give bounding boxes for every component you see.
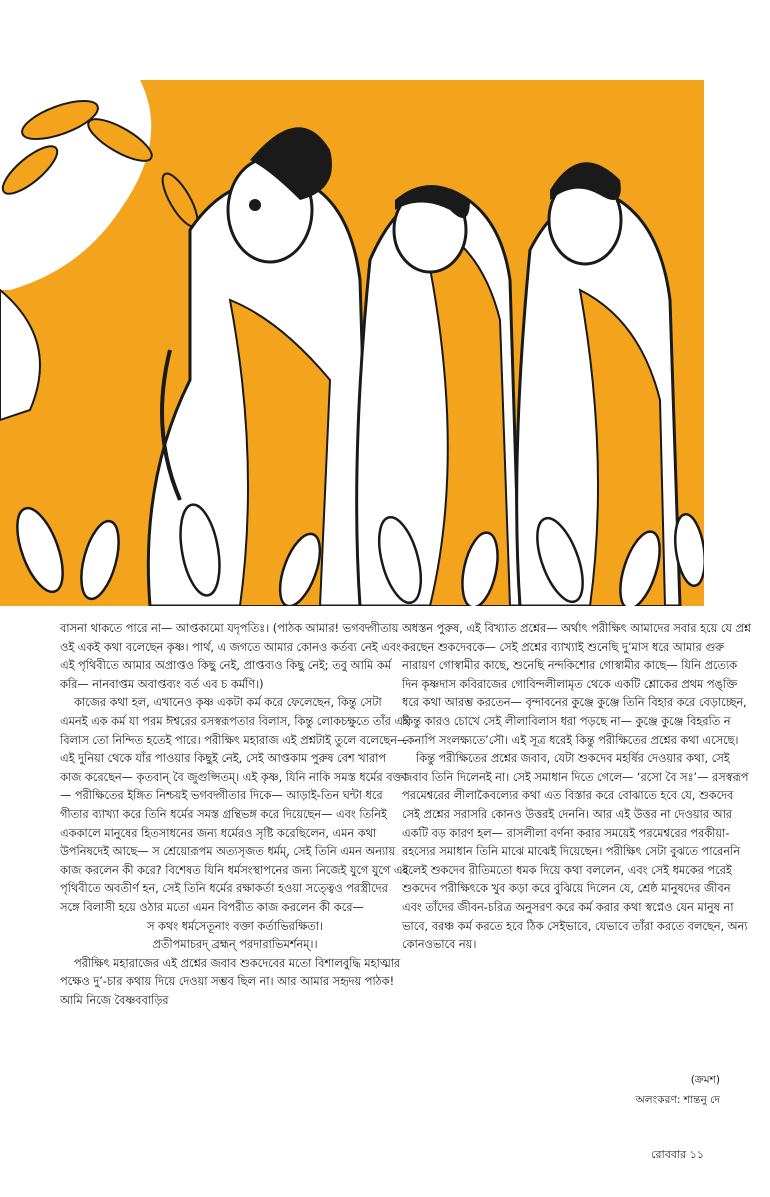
- ramayana-figures-illustration: [0, 80, 704, 606]
- article-paragraph: পরীক্ষিৎ মহারাজের এই প্রশ্নের জবাব শুকদেবের মতো বিশালবুদ্ধি মহাত্মার পক্ষেও দু’-চার কথায় দিয়ে দেওয়া সম্ভব ছিল না। আর আমার সহৃদয় পাঠক! আমি নিজে বৈষ্ণববাড়ির: [60, 956, 401, 1007]
- illustration-credit: অলংকরণ: শান্তনু দে: [635, 1094, 720, 1106]
- sanskrit-verse-line-2: প্রতীপমাচরদ্ ব্রহ্মন্ পরদারাভিমর্শনম্।।: [152, 938, 318, 952]
- illustration-art: [0, 80, 704, 606]
- article-paragraph: বাসনা থাকতে পারে না— আপ্তকামো যদৃপতিঃ। (পাঠক আমার! ভগবদ্গীতায় ওই একই কথা বলেছেন কৃষ্ণ। পার্থ, এ জগতে আমার কোনও কর্তব্য নেই এবং এই পৃথিবীতে আমার অপ্রাপ্তও কিছু নেই, প্রাপ্তব্যও কিছু নেই; তবু আমি কর্ম করি— নানবাপ্তম অবাপ্তব্যং বর্ত এব চ কর্মণি।): [60, 622, 401, 691]
- to-be-continued: (ক্রমশ): [690, 1074, 720, 1086]
- article-left-column: [60, 620, 410, 1010]
- sanskrit-verse-line-1: স কথং ধর্মসেতূনাং বক্তা কর্তাভিরক্ষিতা।: [146, 919, 324, 933]
- article-paragraph: অধস্তন পুরুষ, এই বিখ্যাত প্রশ্নের— অর্থাৎ পরীক্ষিৎ আমাদের সবার হয়ে যে প্রশ্ন করছেন শুকদেবকে— সেই প্রশ্নের ব্যাখ্যাই শুনেছি দু’মাস ধরে আমার গুরু নারায়ণ গোস্বামীর কাছে, শুনেছি নন্দকিশোর গোস্বামীর কাছে— যিনি প্রত্যেক দিন কৃষ্ণদাস কবিরাজের গোবিন্দলীলামৃত থেকে একটি শ্লোকের প্রথম পঙ্‌ক্তি ধরে কথা আরম্ভ করতেন— বৃন্দাবনের কুঞ্জে কুঞ্জে তিনি বিহার করে বেড়াচ্ছেন, কিন্তু কারও চোখে সেই লীলাবিলাস ধরা পড়ছে না— কুঞ্জে কুঞ্জে বিহরতি ন কেনাপি সংলক্ষ্যতে’সৌ। এই সূত্র ধরেই কিন্তু পরীক্ষিতের প্রশ্নের কথা এসেছে।: [402, 622, 752, 747]
- page-folio: রোববার ১১: [651, 1148, 704, 1161]
- article-paragraph: কিন্তু পরীক্ষিতের প্রশ্নের জবাব, যেটা শুকদেব মহর্ষির দেওয়ার কথা, সেই জবাব তিনি দিলেনই না। সেই সমাধান দিতে গেলে— ‘রসো বৈ সঃ’— রসস্বরূপ পরমেশ্বরের লীলাকৈবল্যের কথা এত বিস্তার করে বোঝাতে হবে যে, শুকদেব সেই প্রশ্নের সরাসরি কোনও উত্তরই দেননি। আর এই উত্তর না দেওয়ার আর একটি বড় কারণ হল— রাসলীলা বর্ণনা করার সময়েই পরমেশ্বরের পরকীয়া-রহস্যের সমাধান তিনি মাঝে মাঝেই দিয়েছেন। পরীক্ষিৎ সেটা বুঝতে পারেননি বলেই শুকদেব রীতিমতো ধমক দিয়ে কথা বললেন, এবং সেই ধমকের পরেই শুকদেব পরীক্ষিৎকে খুব কড়া করে বুঝিয়ে দিলেন যে, শ্রেষ্ঠ মানুষদের জীবন এবং তাঁদের জীবন-চরিত্র অনুসরণ করে কর্ম করার কথা স্বপ্নেও যেন মানুষ না ভাবে, বরঞ্চ কর্ম করতে হবে ঠিক সেইভাবে, যেভাবে তাঁরা করতে বলছেন, অন্য কোনওভাবে নয়।: [402, 752, 749, 952]
- article-right-column: [402, 620, 752, 955]
- article-credits: [560, 1070, 720, 1110]
- article-paragraph: কাজের কথা হল, এখানেও কৃষ্ণ একটা কর্ম করে ফেলেছেন, কিন্তু সেটা এমনই এক কর্ম যা পরম ঈশ্বরের রসস্বরূপতার বিলাস, কিন্তু লোকচক্ষুতে তাঁর এই বিলাস তো নিন্দিত হতেই পারে। পরীক্ষিৎ মহারাজ এই প্রশ্নটাই তুলে বলেছেন— এই দুনিয়া থেকে যাঁর পাওয়ার কিছুই নেই, সেই আপ্তকাম পুরুষ বেশ খারাপ কাজ করেছেন— কৃতবান্ বৈ জুগুপ্সিতম্। এই কৃষ্ণ, যিনি নাকি সমস্ত ধর্মের বক্তা— পরীক্ষিতের ইঙ্গিত নিশ্চয়ই ভগবদ্গীতার দিকে— আড়াই-তিন ঘন্টা ধরে গীতার ব্যাখ্যা করে তিনি ধর্মের সমস্ত গ্রন্থিভঙ্গ করে দিয়েছেন— এবং তিনিই এককালে মানুষের হিতসাধনের জন্য ধর্মেরও সৃষ্টি করেছিলেন, এমন কথা উপনিষদেই আছে— স শ্রেয়োরূপম অত্যসৃজত ধর্মম্, সেই তিনি এমন অন্যায় কাজ করলেন কী করে? বিশেষত যিনি ধর্মসংস্থাপনের জন্য নিজেই যুগে যুগে এই পৃথিবীতে অবতীর্ণ হন, সেই তিনি ধর্মের রক্ষাকর্তা হওয়া সত্ত্বেও পরস্ত্রীদের সঙ্গে বিলাসী হয়ে ওঠার মতো এমন বিপরীত কাজ করলেন কী করে—: [60, 696, 409, 914]
